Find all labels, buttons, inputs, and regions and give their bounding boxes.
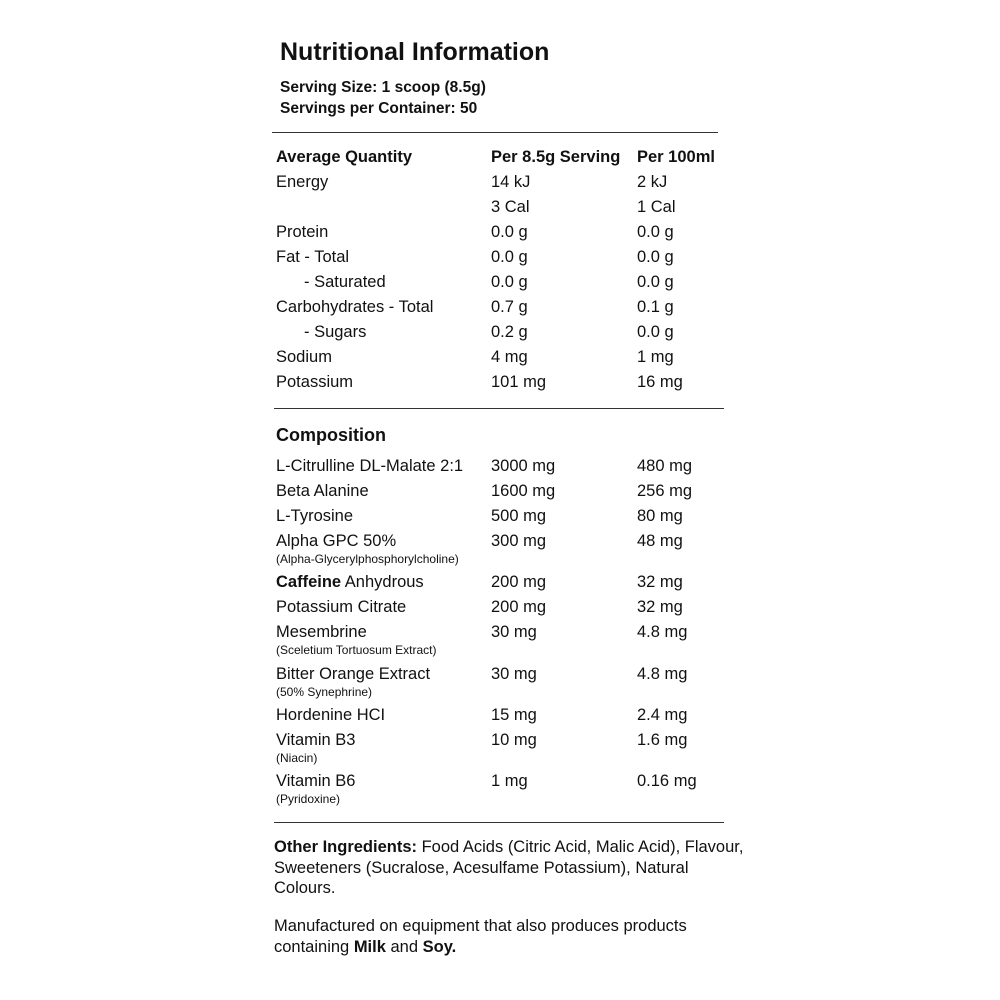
ingredient-name-text: Potassium Citrate — [276, 598, 407, 616]
ingredient-per-serving: 1600 mg — [491, 482, 556, 500]
nutrient-per-100ml: 16 mg — [637, 373, 683, 391]
ingredient-per-serving: 1 mg — [491, 772, 528, 790]
ingredient-name — [276, 573, 424, 592]
nutrient-per-serving: 0.7 g — [491, 298, 528, 316]
header-per-serving: Per 8.5g Serving — [491, 148, 621, 166]
ingredient-per-100ml: 256 mg — [637, 482, 693, 500]
nutrient-per-serving: 4 mg — [491, 348, 528, 366]
allergen-soy: Soy. — [422, 937, 457, 956]
ingredient-name-text: Alpha GPC 50% — [276, 532, 397, 550]
ingredient-per-serving: 3000 mg — [491, 457, 556, 475]
nutrient-name: Fat - Total — [276, 248, 350, 266]
ingredient-per-100ml: 0.16 mg — [637, 772, 697, 790]
nutrient-per-serving: 0.0 g — [491, 248, 528, 266]
nutrient-per-100ml: 0.0 g — [637, 248, 674, 266]
ingredient-name — [276, 482, 369, 501]
ingredient-subtitle: (50% Synephrine) — [276, 685, 373, 699]
ingredient-per-serving: 30 mg — [491, 665, 537, 683]
ingredient-name — [276, 772, 356, 806]
ingredient-name-text: Vitamin B3 — [276, 731, 356, 749]
other-ingredients — [274, 837, 744, 899]
ingredient-per-serving: 200 mg — [491, 598, 547, 616]
ingredient-name-text: L-Citrulline DL-Malate 2:1 — [276, 457, 464, 475]
nutrient-per-100ml: 0.1 g — [637, 298, 674, 316]
ingredient-per-100ml: 1.6 mg — [637, 731, 688, 749]
ingredient-name — [276, 507, 353, 526]
ingredient-name-text: Vitamin B6 — [276, 772, 356, 790]
ingredient-per-100ml: 4.8 mg — [637, 665, 688, 683]
ingredient-name — [276, 623, 437, 657]
panel-title: Nutritional Information — [280, 38, 550, 66]
ingredient-name — [276, 457, 463, 476]
divider-top — [272, 132, 718, 133]
ingredient-name-bold: Caffeine — [276, 573, 342, 591]
ingredient-name — [276, 731, 356, 765]
ingredient-subtitle: (Sceletium Tortuosum Extract) — [276, 643, 437, 657]
ingredient-per-serving: 15 mg — [491, 706, 537, 724]
ingredient-name-text: Mesembrine — [276, 623, 367, 641]
allergen-and: and — [385, 937, 423, 956]
header-per-100ml: Per 100ml — [637, 148, 715, 166]
nutrient-per-serving: 0.0 g — [491, 273, 528, 291]
ingredient-per-100ml: 48 mg — [637, 532, 683, 550]
ingredient-per-serving: 200 mg — [491, 573, 547, 591]
allergen-statement — [274, 916, 744, 957]
ingredient-per-100ml: 4.8 mg — [637, 623, 688, 641]
nutrient-name: Sodium — [276, 348, 332, 366]
nutrient-per-100ml: 2 kJ — [637, 173, 668, 191]
ingredient-name-text: L-Tyrosine — [276, 507, 354, 525]
ingredient-name-text: Anhydrous — [341, 573, 424, 591]
nutrient-name: Potassium — [276, 373, 354, 391]
ingredient-name-text: Beta Alanine — [276, 482, 369, 500]
divider-middle — [274, 408, 724, 409]
other-ingredients-label: Other Ingredients: — [274, 838, 418, 856]
ingredient-name — [276, 598, 406, 617]
nutrient-per-serving: 3 Cal — [491, 198, 530, 216]
ingredient-per-100ml: 80 mg — [637, 507, 683, 525]
header-average-quantity: Average Quantity — [276, 148, 413, 166]
ingredient-name — [276, 665, 430, 699]
ingredient-per-serving: 30 mg — [491, 623, 537, 641]
nutrient-name: - Saturated — [304, 273, 386, 291]
serving-size: Serving Size: 1 scoop (8.5g) — [280, 79, 486, 96]
ingredient-per-serving: 300 mg — [491, 532, 547, 550]
allergen-milk: Milk — [353, 937, 386, 956]
serving-info — [280, 77, 486, 119]
nutrient-per-serving: 0.2 g — [491, 323, 528, 341]
nutrient-name: Energy — [276, 173, 329, 191]
ingredient-per-100ml: 2.4 mg — [637, 706, 688, 724]
composition-title: Composition — [276, 425, 386, 445]
ingredient-per-100ml: 32 mg — [637, 573, 683, 591]
nutrient-per-serving: 101 mg — [491, 373, 547, 391]
other-ingredients-text: Food Acids (Citric Acid, Malic Acid), Flavour, Sweeteners (Sucralose, Acesulfame Potassium), Natural Colours. — [274, 838, 744, 897]
divider-bottom — [274, 822, 724, 823]
servings-per-container: Servings per Container: 50 — [280, 100, 478, 117]
ingredient-name-text: Bitter Orange Extract — [276, 665, 431, 683]
ingredient-per-100ml: 32 mg — [637, 598, 683, 616]
nutrient-per-100ml: 1 mg — [637, 348, 674, 366]
ingredient-subtitle: (Pyridoxine) — [276, 792, 341, 806]
nutrient-per-100ml: 1 Cal — [637, 198, 676, 216]
nutrient-per-serving: 14 kJ — [491, 173, 531, 191]
nutrient-per-100ml: 0.0 g — [637, 323, 674, 341]
nutrient-per-100ml: 0.0 g — [637, 223, 674, 241]
ingredient-name — [276, 532, 459, 566]
nutrient-name: Protein — [276, 223, 329, 241]
allergen-prefix: Manufactured on equipment that also produces products containing — [274, 917, 687, 956]
ingredient-name-text: Hordenine HCI — [276, 706, 386, 724]
nutrient-per-100ml: 0.0 g — [637, 273, 674, 291]
ingredient-subtitle: (Alpha-Glycerylphosphorylcholine) — [276, 552, 459, 566]
ingredient-per-serving: 10 mg — [491, 731, 537, 749]
ingredient-subtitle: (Niacin) — [276, 751, 318, 765]
nutrient-per-serving: 0.0 g — [491, 223, 528, 241]
ingredient-per-100ml: 480 mg — [637, 457, 693, 475]
ingredient-per-serving: 500 mg — [491, 507, 547, 525]
ingredient-name — [276, 706, 385, 725]
nutrient-name: - Sugars — [304, 323, 367, 341]
nutrient-name: Carbohydrates - Total — [276, 298, 434, 316]
